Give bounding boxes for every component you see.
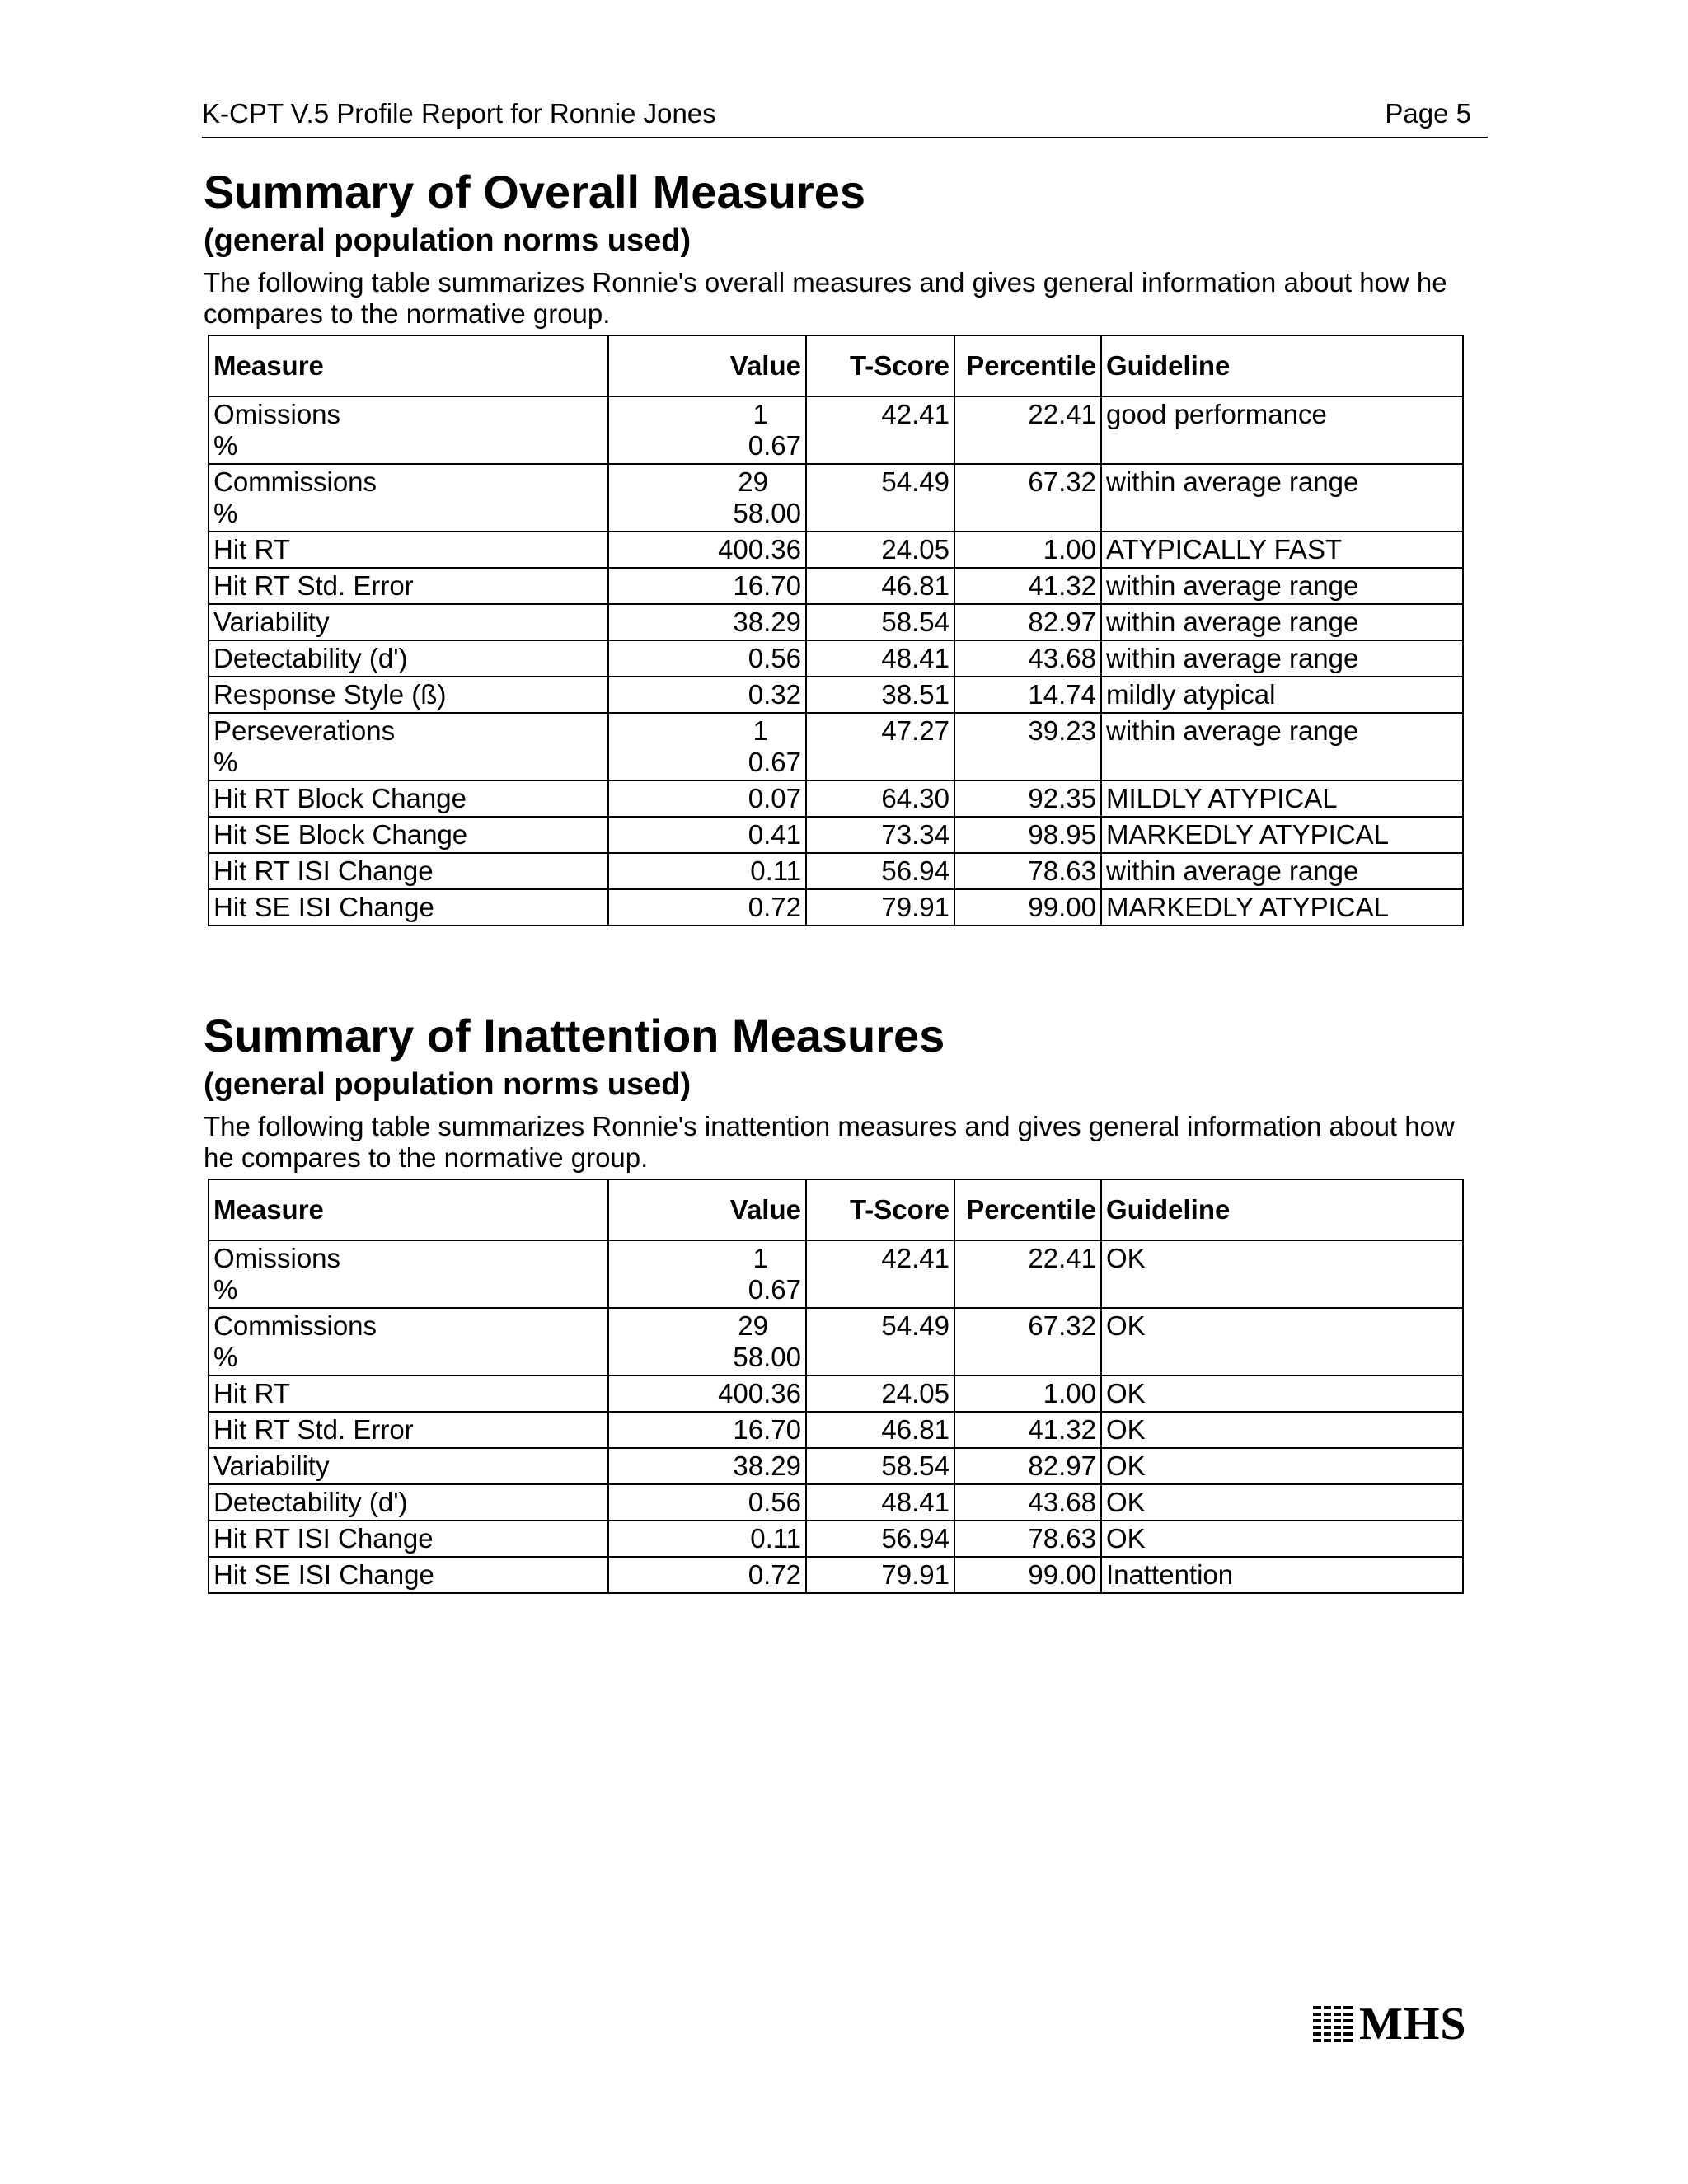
overall-measures-section — [204, 165, 1506, 926]
column-header-guideline: Guideline — [1101, 1179, 1463, 1240]
table-row — [209, 464, 1463, 532]
value: 400.36 — [718, 534, 801, 565]
value-cell — [608, 889, 806, 926]
table-row — [209, 889, 1463, 926]
table-row — [209, 1557, 1463, 1593]
tscore-cell: 73.34 — [806, 817, 954, 853]
measure-cell — [209, 780, 608, 817]
guideline-cell: Inattention — [1101, 1557, 1463, 1593]
overall-heading: Summary of Overall Measures — [204, 166, 866, 218]
value-cell — [608, 396, 806, 464]
tscore-cell: 64.30 — [806, 780, 954, 817]
value-cell — [608, 604, 806, 640]
measure-name: Detectability (d') — [213, 643, 408, 673]
value-cell — [608, 1557, 806, 1593]
tscore-cell: 24.05 — [806, 1376, 954, 1412]
guideline-cell: within average range — [1101, 568, 1463, 604]
guideline-cell: MILDLY ATYPICAL — [1101, 780, 1463, 817]
tscore-cell: 42.41 — [806, 396, 954, 464]
percentile-cell: 43.68 — [954, 1484, 1101, 1521]
guideline-cell: within average range — [1101, 853, 1463, 889]
measure-cell — [209, 677, 608, 713]
measure-name: Omissions — [213, 399, 341, 429]
measure-cell — [209, 1448, 608, 1484]
value-cell — [608, 568, 806, 604]
guideline-cell: OK — [1101, 1484, 1463, 1521]
column-header-value: Value — [608, 1179, 806, 1240]
table-row — [209, 1240, 1463, 1308]
value-percent: 0.67 — [748, 430, 801, 461]
measure-name: Variability — [213, 607, 330, 637]
tscore-cell: 42.41 — [806, 1240, 954, 1308]
guideline-cell: MARKEDLY ATYPICAL — [1101, 817, 1463, 853]
overall-description: The following table summarizes Ronnie's overall measures and gives general information about how he compares to the normative group. — [204, 267, 1447, 329]
mhs-logo-text: MHS — [1359, 1999, 1467, 2050]
value-cell — [608, 1448, 806, 1484]
inattention-description: The following table summarizes Ronnie's inattention measures and gives general information about how he compares to the normative group. — [204, 1111, 1455, 1173]
measure-name: Hit RT — [213, 1378, 290, 1408]
guideline-cell: MARKEDLY ATYPICAL — [1101, 889, 1463, 926]
table-row — [209, 780, 1463, 817]
tscore-cell: 46.81 — [806, 1412, 954, 1448]
measure-name: Hit RT Block Change — [213, 783, 467, 813]
percentile-cell: 22.41 — [954, 396, 1101, 464]
value: 1 — [753, 399, 768, 429]
value: 0.72 — [748, 892, 801, 922]
measure-name: Hit RT ISI Change — [213, 1523, 434, 1554]
measure-percent-label: % — [213, 1274, 238, 1305]
measure-name: Variability — [213, 1451, 330, 1481]
percentile-cell: 22.41 — [954, 1240, 1101, 1308]
measure-name: Hit SE Block Change — [213, 819, 468, 850]
measure-cell — [209, 1240, 608, 1308]
table-row — [209, 568, 1463, 604]
inattention-measures-section — [204, 1009, 1506, 1594]
guideline-cell: ATYPICALLY FAST — [1101, 532, 1463, 568]
measure-name: Perseverations — [213, 715, 396, 746]
measure-percent-label: % — [213, 498, 238, 528]
measure-cell — [209, 396, 608, 464]
percentile-cell: 14.74 — [954, 677, 1101, 713]
column-header-guideline: Guideline — [1101, 335, 1463, 396]
measure-cell — [209, 1521, 608, 1557]
tscore-cell: 79.91 — [806, 1557, 954, 1593]
table-row — [209, 1448, 1463, 1484]
value: 0.11 — [750, 855, 801, 886]
inattention-subheading: (general population norms used) — [204, 1067, 692, 1102]
percentile-cell: 41.32 — [954, 568, 1101, 604]
measure-cell — [209, 1308, 608, 1376]
tscore-cell: 24.05 — [806, 532, 954, 568]
measure-name: Hit RT Std. Error — [213, 1414, 414, 1445]
measure-cell — [209, 1484, 608, 1521]
percentile-cell: 1.00 — [954, 1376, 1101, 1412]
measure-name: Detectability (d') — [213, 1487, 408, 1517]
tscore-cell: 58.54 — [806, 604, 954, 640]
value: 0.72 — [748, 1559, 801, 1590]
value: 38.29 — [733, 607, 801, 637]
measure-cell — [209, 889, 608, 926]
table-row — [209, 396, 1463, 464]
tscore-cell: 79.91 — [806, 889, 954, 926]
measure-cell — [209, 640, 608, 677]
measure-percent-label: % — [213, 747, 238, 777]
value-cell — [608, 780, 806, 817]
measure-name: Hit RT — [213, 534, 290, 565]
value: 16.70 — [733, 1414, 801, 1445]
tscore-cell: 56.94 — [806, 1521, 954, 1557]
percentile-cell: 78.63 — [954, 1521, 1101, 1557]
column-header-value: Value — [608, 335, 806, 396]
value: 0.32 — [748, 679, 801, 710]
percentile-cell: 67.32 — [954, 1308, 1101, 1376]
tscore-cell: 48.41 — [806, 1484, 954, 1521]
percentile-cell: 99.00 — [954, 889, 1101, 926]
overall-subheading: (general population norms used) — [204, 223, 692, 258]
value: 1 — [753, 715, 768, 746]
tscore-cell: 38.51 — [806, 677, 954, 713]
measure-cell — [209, 853, 608, 889]
table-row — [209, 1376, 1463, 1412]
percentile-cell: 43.68 — [954, 640, 1101, 677]
table-row — [209, 532, 1463, 568]
value-cell — [608, 1412, 806, 1448]
mhs-stripes-icon — [1313, 2006, 1353, 2042]
value: 0.56 — [748, 643, 801, 673]
guideline-cell: OK — [1101, 1240, 1463, 1308]
value: 0.41 — [748, 819, 801, 850]
table-row — [209, 640, 1463, 677]
tscore-cell: 56.94 — [806, 853, 954, 889]
column-header-tscore: T-Score — [806, 335, 954, 396]
value-cell — [608, 1240, 806, 1308]
value: 0.07 — [748, 783, 801, 813]
percentile-cell: 98.95 — [954, 817, 1101, 853]
value: 1 — [753, 1243, 768, 1273]
overall-measures-table — [208, 335, 1464, 926]
measure-percent-label: % — [213, 430, 238, 461]
value-percent: 0.67 — [748, 1274, 801, 1305]
guideline-cell: OK — [1101, 1376, 1463, 1412]
guideline-cell: within average range — [1101, 640, 1463, 677]
table-row — [209, 604, 1463, 640]
percentile-cell: 1.00 — [954, 532, 1101, 568]
table-row — [209, 853, 1463, 889]
measure-name: Hit SE ISI Change — [213, 892, 434, 922]
guideline-cell: within average range — [1101, 464, 1463, 532]
value-cell — [608, 853, 806, 889]
table-row — [209, 1521, 1463, 1557]
value: 38.29 — [733, 1451, 801, 1481]
percentile-cell: 41.32 — [954, 1412, 1101, 1448]
measure-cell — [209, 568, 608, 604]
column-header-tscore: T-Score — [806, 1179, 954, 1240]
tscore-cell: 54.49 — [806, 1308, 954, 1376]
column-header-percentile: Percentile — [954, 1179, 1101, 1240]
percentile-cell: 82.97 — [954, 1448, 1101, 1484]
value-cell — [608, 677, 806, 713]
mhs-logo — [1313, 1999, 1467, 2050]
report-title: K-CPT V.5 Profile Report for Ronnie Jones — [202, 98, 716, 129]
guideline-cell: within average range — [1101, 713, 1463, 780]
tscore-cell: 58.54 — [806, 1448, 954, 1484]
value: 0.56 — [748, 1487, 801, 1517]
tscore-cell: 47.27 — [806, 713, 954, 780]
value-cell — [608, 1484, 806, 1521]
guideline-cell: OK — [1101, 1412, 1463, 1448]
measure-name: Commissions — [213, 466, 377, 497]
table-row — [209, 1484, 1463, 1521]
value: 400.36 — [718, 1378, 801, 1408]
measure-cell — [209, 713, 608, 780]
value-cell — [608, 532, 806, 568]
percentile-cell: 78.63 — [954, 853, 1101, 889]
table-row — [209, 677, 1463, 713]
measure-name: Hit RT Std. Error — [213, 570, 414, 601]
column-header-percentile: Percentile — [954, 335, 1101, 396]
guideline-cell: within average range — [1101, 604, 1463, 640]
measure-cell — [209, 1412, 608, 1448]
guideline-cell: OK — [1101, 1448, 1463, 1484]
measure-name: Hit RT ISI Change — [213, 855, 434, 886]
measure-name: Hit SE ISI Change — [213, 1559, 434, 1590]
measure-cell — [209, 532, 608, 568]
value-cell — [608, 1308, 806, 1376]
percentile-cell: 82.97 — [954, 604, 1101, 640]
value-cell — [608, 1376, 806, 1412]
value: 29 — [738, 466, 768, 497]
value: 16.70 — [733, 570, 801, 601]
value-percent: 0.67 — [748, 747, 801, 777]
value-cell — [608, 1521, 806, 1557]
guideline-cell: OK — [1101, 1521, 1463, 1557]
table-row — [209, 1412, 1463, 1448]
value-cell — [608, 464, 806, 532]
measure-name: Omissions — [213, 1243, 341, 1273]
tscore-cell: 54.49 — [806, 464, 954, 532]
page-header — [202, 97, 1488, 138]
guideline-cell: mildly atypical — [1101, 677, 1463, 713]
measure-cell — [209, 817, 608, 853]
measure-cell — [209, 1376, 608, 1412]
measure-cell — [209, 1557, 608, 1593]
value: 0.11 — [750, 1523, 801, 1554]
value-percent: 58.00 — [733, 498, 801, 528]
table-row — [209, 817, 1463, 853]
value-cell — [608, 713, 806, 780]
measure-cell — [209, 464, 608, 532]
measure-name: Commissions — [213, 1310, 377, 1341]
percentile-cell: 67.32 — [954, 464, 1101, 532]
value: 29 — [738, 1310, 768, 1341]
table-row — [209, 1308, 1463, 1376]
page-number: Page 5 — [1385, 98, 1471, 129]
table-header-row — [209, 335, 1463, 396]
column-header-measure: Measure — [209, 335, 608, 396]
column-header-measure: Measure — [209, 1179, 608, 1240]
inattention-measures-table — [208, 1179, 1464, 1594]
percentile-cell: 39.23 — [954, 713, 1101, 780]
percentile-cell: 92.35 — [954, 780, 1101, 817]
guideline-cell: good performance — [1101, 396, 1463, 464]
guideline-cell: OK — [1101, 1308, 1463, 1376]
value-cell — [608, 640, 806, 677]
percentile-cell: 99.00 — [954, 1557, 1101, 1593]
value-cell — [608, 817, 806, 853]
table-header-row — [209, 1179, 1463, 1240]
inattention-heading: Summary of Inattention Measures — [204, 1010, 945, 1062]
measure-name: Response Style (ß) — [213, 679, 447, 710]
measure-percent-label: % — [213, 1342, 238, 1372]
measure-cell — [209, 604, 608, 640]
table-row — [209, 713, 1463, 780]
value-percent: 58.00 — [733, 1342, 801, 1372]
tscore-cell: 46.81 — [806, 568, 954, 604]
tscore-cell: 48.41 — [806, 640, 954, 677]
